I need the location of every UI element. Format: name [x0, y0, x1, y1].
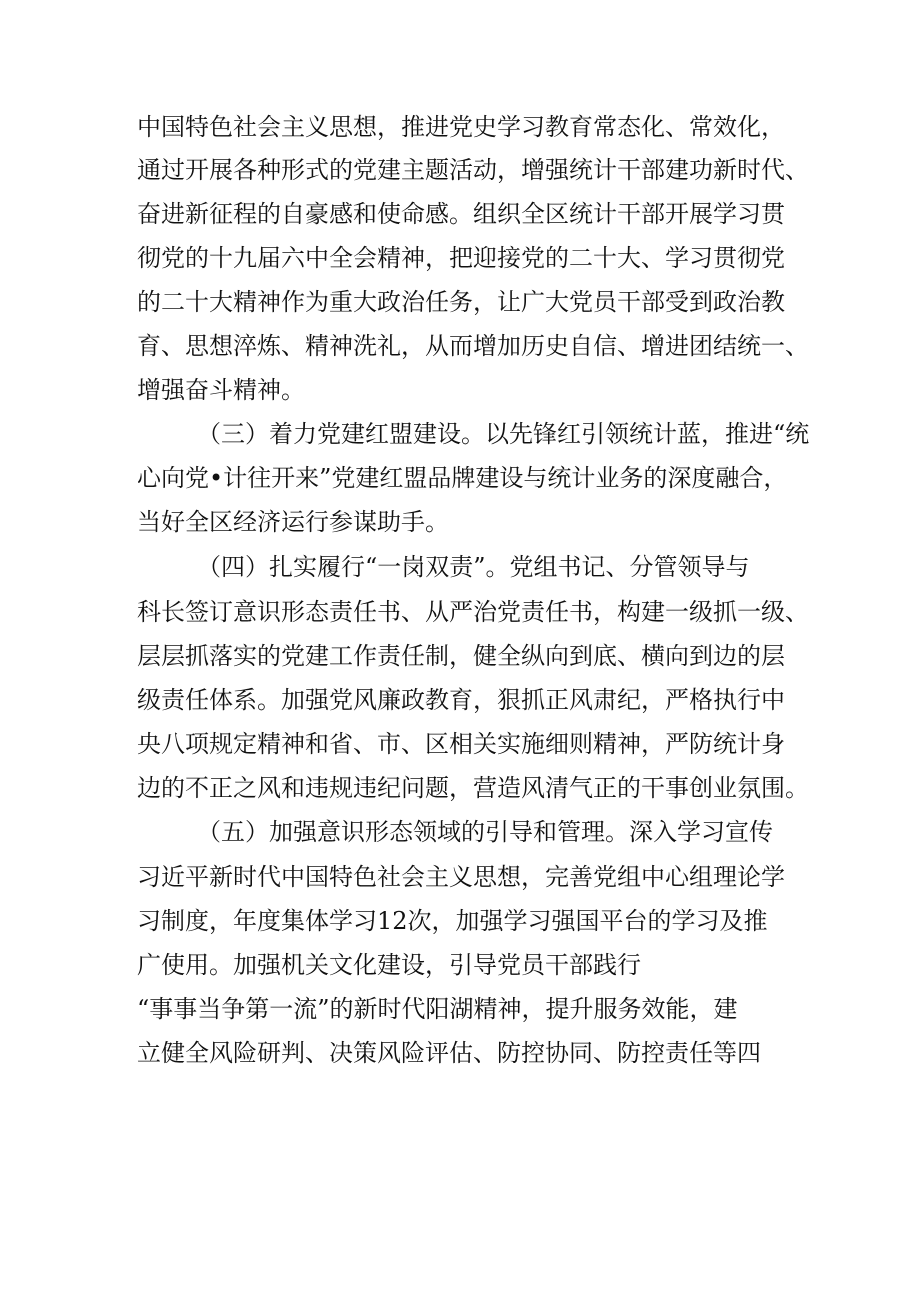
text-line: 立健全风险研判、决策风险评估、防控协同、防控责任等四	[137, 1039, 761, 1067]
paragraph-heading-3: （三）着力党建红盟建设。以先锋红引领统计蓝，推进“统	[197, 420, 810, 448]
text-line: 增强奋斗精神。	[137, 376, 305, 404]
text-line: 心向党•计往开来”党建红盟品牌建设与统计业务的深度融合，	[137, 464, 788, 492]
text-line: 习近平新时代中国特色社会主义思想，完善党组中心组理论学	[137, 863, 785, 891]
text-line: “事事当争第一流”的新时代阳湖精神，提升服务效能，建	[137, 995, 738, 1023]
text-line: 育、思想淬炼、精神洗礼，从而增加历史自信、增进团结统一、	[137, 332, 809, 360]
text-line: 当好全区经济运行参谋助手。	[137, 508, 449, 536]
text-line: 层层抓落实的党建工作责任制，健全纵向到底、横向到边的层	[137, 642, 785, 670]
text-line: 广使用。加强机关文化建设，引导党员干部践行	[137, 951, 641, 979]
text-line: 的二十大精神作为重大政治任务，让广大党员干部受到政治教	[137, 288, 785, 316]
paragraph-heading-5: （五）加强意识形态领域的引导和管理。深入学习宣传	[197, 818, 773, 846]
text-line: 中国特色社会主义思想，推进党史学习教育常态化、常效化，	[137, 113, 785, 141]
paragraph-heading-4: （四）扎实履行“一岗双责”。党组书记、分管领导与	[197, 553, 750, 581]
text-line: 级责任体系。加强党风廉政教育，狠抓正风肃纪，严格执行中	[137, 686, 785, 714]
text-line: 奋进新征程的自豪感和使命感。组织全区统计干部开展学习贯	[137, 200, 785, 228]
text-line: 习制度，年度集体学习12次，加强学习强国平台的学习及推	[137, 907, 768, 935]
text-line: 彻党的十九届六中全会精神，把迎接党的二十大、学习贯彻党	[137, 244, 785, 272]
text-line: 通过开展各种形式的党建主题活动，增强统计干部建功新时代、	[137, 156, 809, 184]
text-line: 科长签订意识形态责任书、从严治党责任书，构建一级抓一级、	[137, 598, 809, 626]
text-line: 边的不正之风和违规违纪问题，营造风清气正的干事创业氛围。	[137, 774, 809, 802]
text-line: 央八项规定精神和省、市、区相关实施细则精神，严防统计身	[137, 730, 785, 758]
